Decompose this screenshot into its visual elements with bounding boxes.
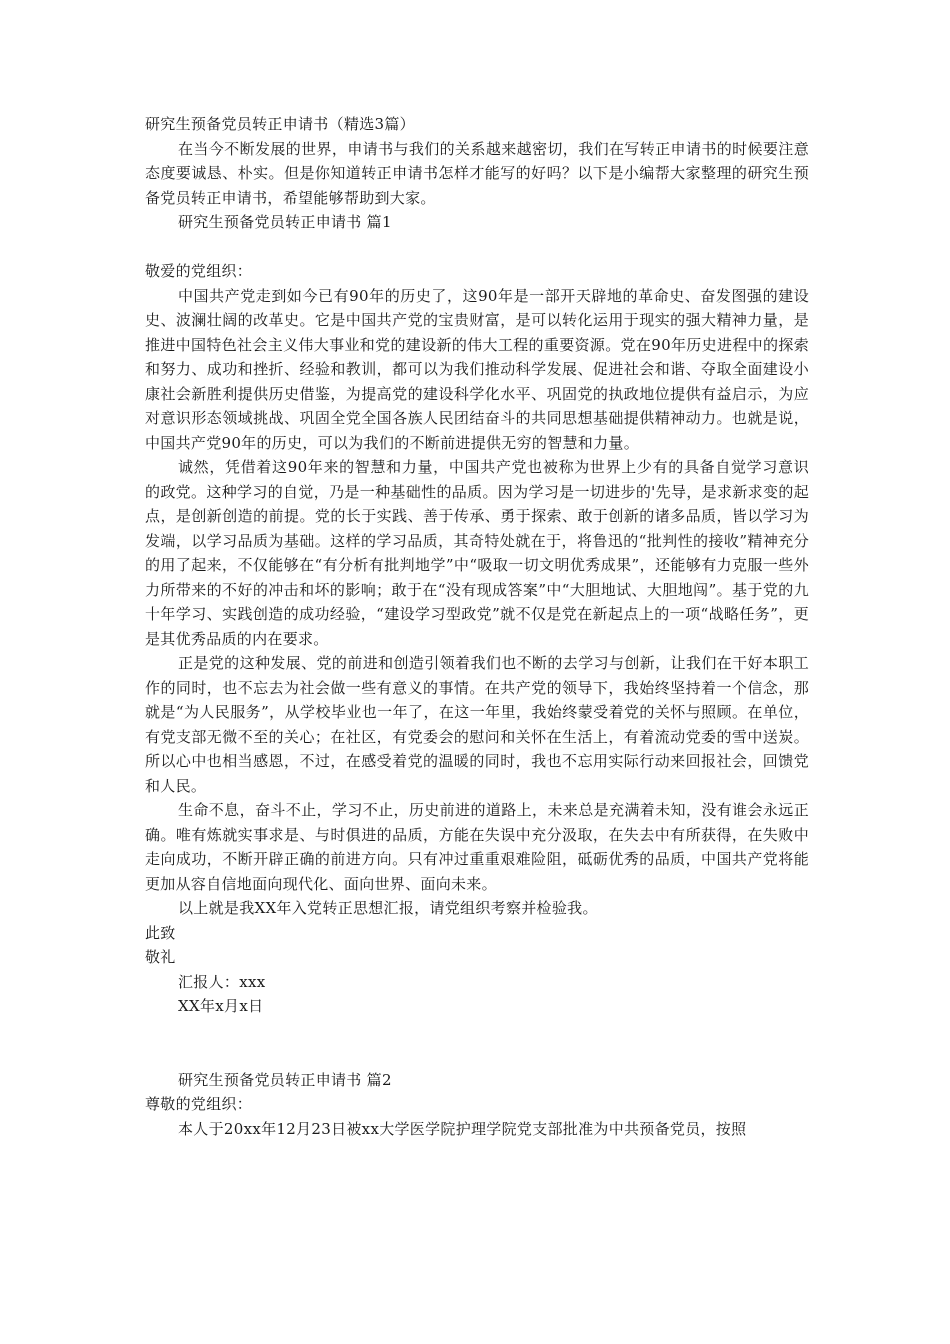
closing-line-1: 此致 [145,923,176,942]
report-date: XX年x月x日 [178,997,264,1015]
document-title: 研究生预备党员转正申请书（精选3篇） [145,115,415,133]
section-1-paragraph-4: 生命不息，奋斗不止，学习不止，历史前进的道路上，未来总是充满着未知，没有谁会永远正确。唯有炼就实事求是、与时俱进的品质，方能在失误中充分汲取，在失去中有所获得，在失败中走向成功，不断开辟正确的前进方向。只有冲过重重艰难险阻，砥砺优秀的品质，中国共产党将能更加从容自信地面向现代化、面向世界、面向未来。 [145,801,809,893]
section-2-paragraph-1: 本人于20xx年12月23日被xx大学医学院护理学院党支部批准为中共预备党员，按照 [178,1119,747,1138]
section-2-salutation: 尊敬的党组织： [145,1095,253,1113]
section-2-heading: 研究生预备党员转正申请书 篇2 [178,1070,392,1089]
section-1-paragraph-1: 中国共产党走到如今已有90年的历史了，这90年是一部开天辟地的革命史、奋发图强的建设史、波澜壮阔的改革史。它是中国共产党的宝贵财富，是可以转化运用于现实的强大精神力量，是推进中国特色社会主义伟大事业和党的建设新的伟大工程的重要资源。党在90年历史进程中的探索和努力、成功和挫折、经验和教训，都可以为我们推动科学发展、促进社会和谐、夺取全面建设小康社会新胜利提供历史借鉴，为提高党的建设科学化水平、巩固党的执政地位提供有益启示，为应对意识形态领域挑战、巩固全党全国各族人民团结奋斗的共同思想基础提供精神动力。也就是说，中国共产党90年的历史，可以为我们的不断前进提供无穷的智慧和力量。 [145,286,809,452]
section-1-paragraph-3: 正是党的这种发展、党的前进和创造引领着我们也不断的去学习与创新，让我们在干好本职工作的同时，也不忘去为社会做一些有意义的事情。在共产党的领导下，我始终坚持着一个信念，那就是“为人民服务”，从学校毕业也一年了，在这一年里，我始终蒙受着党的关怀与照顾。在单位，有党支部无微不至的关心；在社区，有党委会的慰问和关怀在生活上，有着流动党委的雪中送炭。所以心中也相当感恩，不过，在感受着党的温暖的同时，我也不忘用实际行动来回报社会，回馈党和人民。 [145,654,809,795]
document-page [145,112,809,1141]
section-1-paragraph-2: 诚然，凭借着这90年来的智慧和力量，中国共产党也被称为世界上少有的具备自觉学习意识的政党。这种学习的自觉，乃是一种基础性的品质。因为学习是一切进步的'先导，是求新求变的起点，是创新创造的前提。党的长于实践、善于传承、勇于探索、敢于创新的诸多品质，皆以学习为发端，以学习品质为基础。这样的学习品质，其奇特处就在于，将鲁迅的“批判性的接收”精神充分的用了起来，不仅能够在“有分析有批判地学”中“吸取一切文明优秀成果”，还能够有力克服一些外力所带来的不好的冲击和坏的影响；敢于在“没有现成答案”中“大胆地试、大胆地闯”。基于党的九十年学习、实践创造的成功经验，“建设学习型政党”就不仅是党在新起点上的一项“战略任务”，更是其优秀品质的内在要求。 [145,458,809,648]
closing-line-2: 敬礼 [145,948,176,966]
intro-paragraph: 在当今不断发展的世界，申请书与我们的关系越来越密切，我们在写转正申请书的时候要注意态度要诚恳、朴实。但是你知道转正申请书怎样才能写的好吗？以下是小编帮大家整理的研究生预备党员转正申请书，希望能够帮助到大家。 [145,139,809,207]
reporter-signature: 汇报人：xxx [178,972,266,991]
section-1-paragraph-5: 以上就是我XX年入党转正思想汇报，请党组织考察并检验我。 [178,899,598,917]
blank-line [145,235,809,260]
section-1-salutation: 敬爱的党组织： [145,262,253,280]
blank-lines [145,1019,809,1068]
section-1-heading: 研究生预备党员转正申请书 篇1 [178,213,392,231]
